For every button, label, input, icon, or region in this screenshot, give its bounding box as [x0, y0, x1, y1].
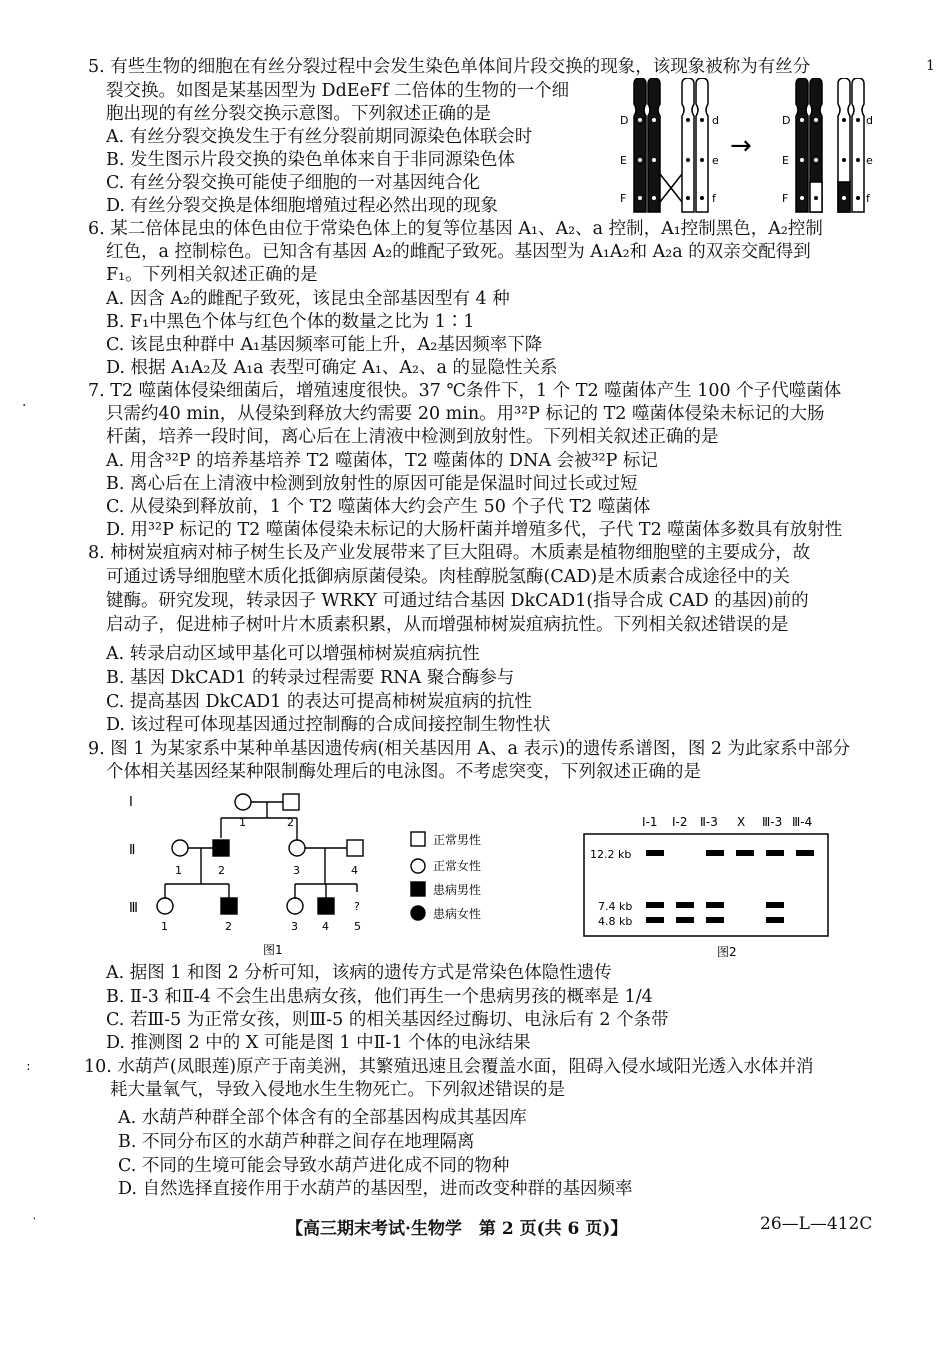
option-a: A. 因含 A₂的雌配子致死，该昆虫全部基因型有 4 种 — [106, 289, 510, 309]
option-d: D. 该过程可体现基因通过控制酶的合成间接控制生物性状 — [106, 715, 551, 735]
option-c: C. 有丝分裂交换可能使子细胞的一对基因纯合化 — [106, 173, 480, 193]
gel-band — [706, 902, 724, 908]
individual-number: 4 — [351, 864, 358, 877]
gel-band — [706, 850, 724, 856]
legend-normal-male — [411, 832, 425, 846]
individual-number: 1 — [175, 864, 182, 877]
legend-affected-male — [411, 882, 425, 896]
gel-band — [646, 902, 664, 908]
figure-caption: 图2 — [717, 945, 737, 959]
chromosome-pair-before — [634, 78, 708, 212]
electrophoresis-figure — [578, 812, 838, 962]
generation-label: Ⅲ — [129, 901, 138, 916]
question-text-line: F₁。下列相关叙述正确的是 — [106, 265, 318, 285]
band-size-label: 7.4 kb — [598, 900, 633, 913]
legend-label: 正常女性 — [433, 859, 482, 873]
individual-number: 2 — [287, 816, 294, 829]
question-text-line: 红色，a 控制棕色。已知含有基因 A₂的雌配子致死。基因型为 A₁A₂和 A₂a 的双亲交配得到 — [106, 242, 811, 262]
option-a: A. 有丝分裂交换发生于有丝分裂前期同源染色体联会时 — [106, 127, 533, 147]
gel-band — [796, 850, 814, 856]
band-size-label: 4.8 kb — [598, 915, 633, 928]
option-a: A. 用含³²P 的培养基培养 T2 噬菌体，T2 噬菌体的 DNA 会被³²P 标记 — [106, 451, 658, 471]
individual-I-1 — [235, 794, 251, 810]
legend-label: 正常男性 — [433, 833, 482, 847]
option-d: D. 有丝分裂交换是体细胞增殖过程必然出现的现象 — [106, 196, 499, 216]
individual-II-2 — [213, 840, 229, 856]
question-text-line: 6. 某二倍体昆虫的体色由位于常染色体上的复等位基因 A₁、A₂、a 控制，A₁控制黑色，A₂控制 — [88, 219, 823, 239]
individual-III-4 — [318, 898, 334, 914]
option-c: C. 提高基因 DkCAD1 的表达可提高柿树炭疽病的抗性 — [106, 692, 532, 712]
gel-band — [706, 917, 724, 923]
option-d: D. 自然选择直接作用于水葫芦的基因型，进而改变种群的基因频率 — [118, 1179, 633, 1199]
generation-label: Ⅱ — [129, 843, 136, 858]
option-b: B. 不同分布区的水葫芦种群之间存在地理隔离 — [118, 1132, 475, 1152]
footer-code: 26—L—412C — [760, 1214, 873, 1234]
option-c: C. 该昆虫种群中 A₁基因频率可能上升，A₂基因频率下降 — [106, 335, 543, 355]
option-a: A. 转录启动区域甲基化可以增强柿树炭疽病抗性 — [106, 644, 480, 664]
lane-label: Ⅲ-3 — [762, 815, 783, 829]
gene-label: F — [620, 192, 627, 205]
question-text-line: 键酶。研究发现，转录因子 WRKY 可通过结合基因 DkCAD1(指导合成 CAD 的基因)前的 — [106, 591, 809, 611]
option-a: A. 水葫芦种群全部个体含有的全部基因构成其基因库 — [118, 1108, 527, 1128]
gene-label: E — [782, 154, 789, 167]
gel-band — [766, 902, 784, 908]
option-c: C. 不同的生境可能会导致水葫芦进化成不同的物种 — [118, 1156, 510, 1176]
individual-III-3 — [287, 898, 303, 914]
individual-number: 4 — [322, 920, 329, 933]
question-text-line: 5. 有些生物的细胞在有丝分裂过程中会发生染色单体间片段交换的现象，该现象被称为有丝分 — [88, 57, 811, 77]
gel-band — [676, 902, 694, 908]
margin-dot: · — [22, 398, 27, 414]
individual-II-4 — [347, 840, 363, 856]
gel-band — [646, 850, 664, 856]
lane-label: X — [737, 815, 746, 829]
gene-label: e — [712, 154, 719, 167]
option-b: B. Ⅱ-3 和Ⅱ-4 不会生出患病女孩，他们再生一个患病男孩的概率是 1/4 — [106, 987, 653, 1007]
question-text-line: 可通过诱导细胞壁木质化抵御病原菌侵染。肉桂醇脱氢酶(CAD)是木质素合成途径中的关 — [106, 567, 790, 587]
question-text-line: 耗大量氧气，导致入侵地水生生物死亡。下列叙述错误的是 — [110, 1080, 565, 1100]
page-margin-mark: 1 — [926, 58, 935, 74]
gene-label: e — [866, 154, 873, 167]
individual-number: 1 — [161, 920, 168, 933]
gel-band — [736, 850, 754, 856]
question-text-line: 杆菌，培养一段时间，离心后在上清液中检测到放射性。下列相关叙述正确的是 — [106, 427, 719, 447]
individual-I-2 — [283, 794, 299, 810]
gene-label: D — [782, 114, 791, 127]
individual-III-1 — [157, 898, 173, 914]
figure-caption: 图1 — [263, 943, 283, 957]
gene-label: f — [866, 192, 870, 205]
question-text-line: 10. 水葫芦(凤眼莲)原产于南美洲，其繁殖迅速且会覆盖水面，阻碍入侵水域阳光透入水体并消 — [84, 1057, 814, 1077]
lane-label: Ⅰ-1 — [642, 815, 658, 829]
option-b: B. 基因 DkCAD1 的转录过程需要 RNA 聚合酶参与 — [106, 668, 515, 688]
option-c: C. 若Ⅲ-5 为正常女孩，则Ⅲ-5 的相关基因经过酶切、电泳后有 2 个条带 — [106, 1010, 669, 1030]
legend-normal-female — [411, 859, 425, 873]
question-text-line: 8. 柿树炭疽病对柿子树生长及产业发展带来了巨大阻碍。木质素是植物细胞壁的主要成分，故 — [88, 543, 811, 563]
question-text-line: 只需约40 min，从侵染到释放大约需要 20 min。用³²P 标记的 T2 噬菌体侵染未标记的大肠 — [106, 404, 825, 424]
question-text-line: 个体相关基因经某种限制酶处理后的电泳图。不考虑突变，下列叙述正确的是 — [106, 762, 701, 782]
gene-label: d — [712, 114, 719, 127]
margin-dot: ː — [26, 1058, 31, 1074]
option-c: C. 从侵染到释放前，1 个 T2 噬菌体大约会产生 50 个子代 T2 噬菌体 — [106, 497, 651, 517]
individual-number: 1 — [239, 816, 246, 829]
individual-II-1 — [172, 840, 188, 856]
legend-affected-female — [411, 906, 425, 920]
question-text-line: 裂交换。如图是某基因型为 DdEeFf 二倍体的生物的一个细 — [106, 81, 570, 101]
legend-label: 患病女性 — [433, 907, 482, 921]
option-d: D. 根据 A₁A₂及 A₁a 表型可确定 A₁、A₂、a 的显隐性关系 — [106, 358, 558, 378]
option-d: D. 推测图 2 中的 X 可能是图 1 中Ⅱ-1 个体的电泳结果 — [106, 1033, 531, 1053]
chromosome-pair-after — [796, 78, 864, 212]
gene-label: E — [620, 154, 627, 167]
option-d: D. 用³²P 标记的 T2 噬菌体侵染未标记的大肠杆菌并增殖多代，子代 T2 噬菌体多数具有放射性 — [106, 520, 843, 540]
option-a: A. 据图 1 和图 2 分析可知，该病的遗传方式是常染色体隐性遗传 — [106, 963, 612, 983]
gene-label: D — [620, 114, 629, 127]
gel-band — [676, 917, 694, 923]
band-size-label: 12.2 kb — [590, 848, 632, 861]
individual-number: 3 — [293, 864, 300, 877]
footer-title: 【高三期末考试·生物学 第 2 页(共 6 页)】 — [286, 1219, 628, 1239]
gene-label: f — [712, 192, 716, 205]
generation-label: Ⅰ — [129, 795, 133, 810]
gel-band — [766, 917, 784, 923]
option-b: B. 离心后在上清液中检测到放射性的原因可能是保温时间过长或过短 — [106, 474, 638, 494]
gene-label: F — [782, 192, 789, 205]
individual-number: 2 — [225, 920, 232, 933]
unknown-mark: ? — [354, 900, 360, 913]
individual-number: 5 — [354, 920, 361, 933]
question-text-line: 启动子，促进柿子树叶片木质素积累，从而增强柿树炭疽病抗性。下列相关叙述错误的是 — [106, 615, 789, 635]
mitotic-crossover-figure — [620, 78, 880, 220]
individual-number: 3 — [291, 920, 298, 933]
question-text-line: 7. T2 噬菌体侵染细菌后，增殖速度很快。37 ℃条件下，1 个 T2 噬菌体产生 100 个子代噬菌体 — [88, 381, 842, 401]
individual-II-3 — [289, 840, 305, 856]
legend-label: 患病男性 — [433, 883, 482, 897]
gel-band — [646, 917, 664, 923]
gene-label: d — [866, 114, 873, 127]
option-b: B. 发生图示片段交换的染色单体来自于非同源染色体 — [106, 150, 515, 170]
lane-label: Ⅰ-2 — [672, 815, 688, 829]
lane-label: Ⅱ-3 — [700, 815, 718, 829]
individual-number: 2 — [218, 864, 225, 877]
individual-III-2 — [221, 898, 237, 914]
pedigree-figure — [125, 788, 505, 960]
option-b: B. F₁中黑色个体与红色个体的数量之比为 1∶1 — [106, 312, 475, 332]
gel-band — [766, 850, 784, 856]
margin-dot: ˑ — [32, 1212, 37, 1228]
question-text-line: 9. 图 1 为某家系中某种单基因遗传病(相关基因用 A、a 表示)的遗传系谱图，图 2 为此家系中部分 — [88, 739, 851, 759]
question-text-line: 胞出现的有丝分裂交换示意图。下列叙述正确的是 — [106, 104, 491, 124]
lane-label: Ⅲ-4 — [792, 815, 813, 829]
arrow-icon: → — [730, 131, 752, 161]
